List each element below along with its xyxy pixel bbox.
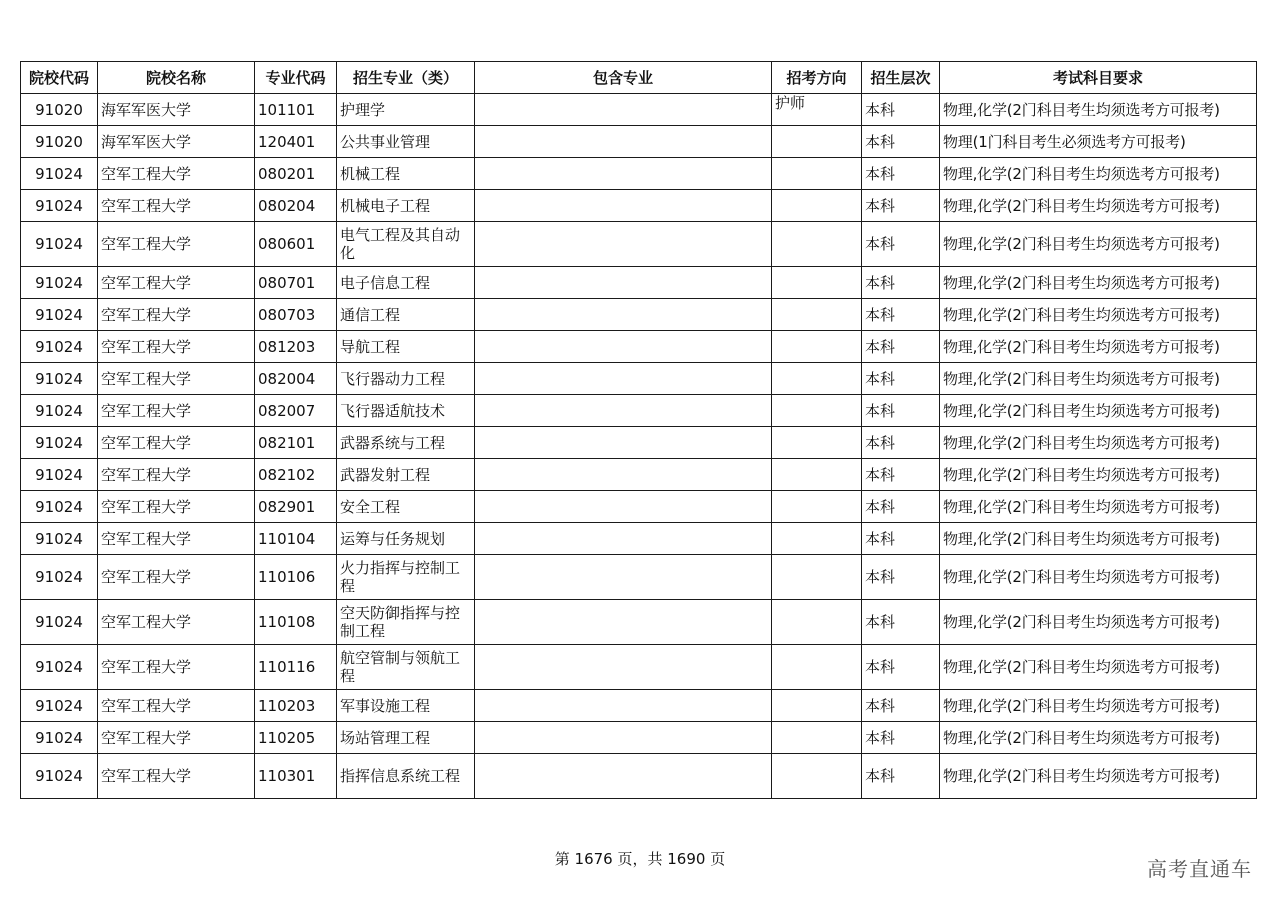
- major-text: 运筹与任务规划: [340, 529, 446, 548]
- cell-major: [337, 331, 475, 363]
- cell-major-code: 110108: [255, 600, 337, 645]
- header-level: 招生层次: [862, 62, 940, 94]
- cell-level: 本科: [862, 126, 940, 158]
- major-text: 空天防御指挥与控制工程: [340, 604, 461, 640]
- table-row: [21, 190, 1257, 222]
- cell-school-code: 91024: [21, 427, 98, 459]
- table-row: [21, 555, 1257, 600]
- cell-school-code: 91020: [21, 94, 98, 126]
- cell-requirement: 物理,化学(2门科目考生均须选考方可报考): [940, 523, 1257, 555]
- table-row: [21, 395, 1257, 427]
- cell-school-name: 空军工程大学: [98, 267, 255, 299]
- cell-school-code: 91024: [21, 754, 98, 799]
- cell-school-name: 空军工程大学: [98, 722, 255, 754]
- cell-school-name: 空军工程大学: [98, 459, 255, 491]
- cell-major-code: 080701: [255, 267, 337, 299]
- cell-included-majors: [475, 754, 772, 799]
- cell-direction: [772, 427, 862, 459]
- cell-major-code: 080703: [255, 299, 337, 331]
- cell-major: [337, 126, 475, 158]
- cell-level: 本科: [862, 427, 940, 459]
- table-row: [21, 331, 1257, 363]
- cell-requirement: 物理,化学(2门科目考生均须选考方可报考): [940, 491, 1257, 523]
- table-row: [21, 222, 1257, 267]
- cell-level: 本科: [862, 645, 940, 690]
- cell-school-name: 空军工程大学: [98, 427, 255, 459]
- cell-school-code: 91024: [21, 331, 98, 363]
- cell-school-name: 空军工程大学: [98, 190, 255, 222]
- major-text: 武器发射工程: [340, 465, 431, 484]
- header-direction: 招考方向: [772, 62, 862, 94]
- cell-requirement: 物理,化学(2门科目考生均须选考方可报考): [940, 555, 1257, 600]
- major-text: 武器系统与工程: [340, 433, 446, 452]
- cell-major-code: 110116: [255, 645, 337, 690]
- cell-major: [337, 158, 475, 190]
- table-row: [21, 459, 1257, 491]
- page-number: 第 1676 页，共 1690 页: [554, 850, 726, 868]
- cell-direction: [772, 555, 862, 600]
- cell-major-code: 120401: [255, 126, 337, 158]
- cell-school-name: 空军工程大学: [98, 523, 255, 555]
- table-header-row: [21, 62, 1257, 94]
- cell-school-name: 空军工程大学: [98, 600, 255, 645]
- cell-level: 本科: [862, 555, 940, 600]
- cell-level: 本科: [862, 190, 940, 222]
- cell-level: 本科: [862, 690, 940, 722]
- cell-major: [337, 600, 475, 645]
- cell-direction: [772, 363, 862, 395]
- cell-direction: [772, 523, 862, 555]
- watermark: 高考直通车: [1147, 857, 1252, 881]
- table-row: [21, 645, 1257, 690]
- table-row: [21, 600, 1257, 645]
- cell-major: [337, 222, 475, 267]
- cell-included-majors: [475, 459, 772, 491]
- header-school-code: 院校代码: [21, 62, 98, 94]
- cell-included-majors: [475, 190, 772, 222]
- cell-school-code: 91024: [21, 555, 98, 600]
- cell-requirement: 物理,化学(2门科目考生均须选考方可报考): [940, 690, 1257, 722]
- table-row: [21, 158, 1257, 190]
- cell-major-code: 081203: [255, 331, 337, 363]
- cell-direction: [772, 722, 862, 754]
- cell-requirement: 物理,化学(2门科目考生均须选考方可报考): [940, 754, 1257, 799]
- cell-major: [337, 690, 475, 722]
- cell-level: 本科: [862, 94, 940, 126]
- cell-level: 本科: [862, 363, 940, 395]
- table-row: [21, 523, 1257, 555]
- cell-school-name: 空军工程大学: [98, 690, 255, 722]
- major-text: 指挥信息系统工程: [340, 767, 461, 785]
- header-major-code: 专业代码: [255, 62, 337, 94]
- cell-school-name: 海军军医大学: [98, 126, 255, 158]
- cell-requirement: 物理,化学(2门科目考生均须选考方可报考): [940, 645, 1257, 690]
- cell-requirement: 物理,化学(2门科目考生均须选考方可报考): [940, 267, 1257, 299]
- header-school-name: 院校名称: [98, 62, 255, 94]
- major-text: 通信工程: [340, 305, 401, 324]
- table-row: [21, 267, 1257, 299]
- cell-major: [337, 722, 475, 754]
- cell-school-name: 空军工程大学: [98, 299, 255, 331]
- major-text: 飞行器动力工程: [340, 369, 446, 388]
- cell-major-code: 082004: [255, 363, 337, 395]
- cell-school-name: 空军工程大学: [98, 158, 255, 190]
- cell-school-code: 91024: [21, 363, 98, 395]
- cell-school-code: 91024: [21, 158, 98, 190]
- cell-direction: [772, 158, 862, 190]
- table-row: [21, 299, 1257, 331]
- cell-major-code: 080601: [255, 222, 337, 267]
- cell-school-name: 空军工程大学: [98, 754, 255, 799]
- cell-requirement: 物理,化学(2门科目考生均须选考方可报考): [940, 222, 1257, 267]
- cell-level: 本科: [862, 459, 940, 491]
- cell-major: [337, 427, 475, 459]
- cell-school-name: 海军军医大学: [98, 94, 255, 126]
- cell-direction: [772, 754, 862, 799]
- major-text: 机械电子工程: [340, 196, 431, 215]
- cell-level: 本科: [862, 722, 940, 754]
- table-row: [21, 754, 1257, 799]
- cell-level: 本科: [862, 331, 940, 363]
- cell-requirement: 物理,化学(2门科目考生均须选考方可报考): [940, 158, 1257, 190]
- cell-major-code: 110106: [255, 555, 337, 600]
- cell-included-majors: [475, 523, 772, 555]
- cell-included-majors: [475, 690, 772, 722]
- cell-school-code: 91024: [21, 222, 98, 267]
- cell-major-code: 082901: [255, 491, 337, 523]
- cell-requirement: 物理(1门科目考生必须选考方可报考): [940, 126, 1257, 158]
- cell-level: 本科: [862, 600, 940, 645]
- cell-included-majors: [475, 395, 772, 427]
- cell-requirement: 物理,化学(2门科目考生均须选考方可报考): [940, 363, 1257, 395]
- cell-school-code: 91024: [21, 645, 98, 690]
- cell-level: 本科: [862, 158, 940, 190]
- cell-direction: [772, 222, 862, 267]
- cell-major: [337, 459, 475, 491]
- cell-major: [337, 267, 475, 299]
- cell-requirement: 物理,化学(2门科目考生均须选考方可报考): [940, 299, 1257, 331]
- cell-major-code: 080201: [255, 158, 337, 190]
- cell-direction: [772, 331, 862, 363]
- cell-major-code: 110104: [255, 523, 337, 555]
- major-text: 安全工程: [340, 497, 401, 516]
- cell-included-majors: [475, 222, 772, 267]
- cell-school-name: 空军工程大学: [98, 222, 255, 267]
- major-text: 场站管理工程: [340, 728, 431, 747]
- cell-major-code: 082007: [255, 395, 337, 427]
- cell-level: 本科: [862, 299, 940, 331]
- cell-school-name: 空军工程大学: [98, 491, 255, 523]
- cell-included-majors: [475, 94, 772, 126]
- cell-direction: [772, 126, 862, 158]
- cell-school-name: 空军工程大学: [98, 645, 255, 690]
- cell-school-code: 91024: [21, 491, 98, 523]
- cell-direction: [772, 267, 862, 299]
- cell-major-code: 080204: [255, 190, 337, 222]
- cell-direction: [772, 395, 862, 427]
- cell-level: 本科: [862, 395, 940, 427]
- cell-level: 本科: [862, 267, 940, 299]
- cell-direction: [772, 299, 862, 331]
- cell-included-majors: [475, 267, 772, 299]
- header-included-majors: 包含专业: [475, 62, 772, 94]
- cell-level: 本科: [862, 222, 940, 267]
- major-text: 机械工程: [340, 164, 401, 183]
- admissions-table: [20, 61, 1257, 799]
- cell-requirement: 物理,化学(2门科目考生均须选考方可报考): [940, 722, 1257, 754]
- cell-included-majors: [475, 158, 772, 190]
- cell-level: 本科: [862, 754, 940, 799]
- major-text: 导航工程: [340, 337, 401, 356]
- cell-major: [337, 645, 475, 690]
- table-row: [21, 722, 1257, 754]
- cell-school-code: 91024: [21, 722, 98, 754]
- table-body: [21, 94, 1257, 799]
- cell-school-code: 91024: [21, 459, 98, 491]
- table-row: [21, 126, 1257, 158]
- header-requirement: 考试科目要求: [940, 62, 1257, 94]
- major-text: 军事设施工程: [340, 696, 431, 715]
- cell-school-name: 空军工程大学: [98, 395, 255, 427]
- cell-included-majors: [475, 299, 772, 331]
- cell-level: 本科: [862, 491, 940, 523]
- cell-requirement: 物理,化学(2门科目考生均须选考方可报考): [940, 94, 1257, 126]
- cell-school-code: 91024: [21, 190, 98, 222]
- cell-direction: [772, 459, 862, 491]
- cell-direction: [772, 600, 862, 645]
- cell-school-code: 91024: [21, 523, 98, 555]
- cell-requirement: 物理,化学(2门科目考生均须选考方可报考): [940, 190, 1257, 222]
- cell-major: [337, 491, 475, 523]
- cell-school-code: 91024: [21, 600, 98, 645]
- cell-major-code: 082102: [255, 459, 337, 491]
- major-text: 飞行器适航技术: [340, 401, 446, 420]
- cell-included-majors: [475, 427, 772, 459]
- cell-major-code: 110205: [255, 722, 337, 754]
- cell-major-code: 082101: [255, 427, 337, 459]
- major-text: 护理学: [340, 100, 386, 119]
- cell-included-majors: [475, 722, 772, 754]
- cell-direction: [772, 491, 862, 523]
- cell-major-code: 110203: [255, 690, 337, 722]
- table-row: [21, 427, 1257, 459]
- cell-major: [337, 299, 475, 331]
- table-row: [21, 94, 1257, 126]
- cell-major: [337, 395, 475, 427]
- cell-school-code: 91020: [21, 126, 98, 158]
- cell-school-code: 91024: [21, 299, 98, 331]
- cell-requirement: 物理,化学(2门科目考生均须选考方可报考): [940, 395, 1257, 427]
- cell-direction: [772, 645, 862, 690]
- cell-school-code: 91024: [21, 267, 98, 299]
- cell-direction: 护师: [772, 94, 862, 126]
- cell-included-majors: [475, 491, 772, 523]
- cell-school-name: 空军工程大学: [98, 555, 255, 600]
- cell-major: [337, 555, 475, 600]
- cell-school-code: 91024: [21, 395, 98, 427]
- cell-school-name: 空军工程大学: [98, 331, 255, 363]
- major-text: 电气工程及其自动化: [340, 226, 461, 262]
- cell-major: [337, 754, 475, 799]
- cell-school-code: 91024: [21, 690, 98, 722]
- cell-major-code: 110301: [255, 754, 337, 799]
- table-row: [21, 690, 1257, 722]
- cell-included-majors: [475, 126, 772, 158]
- major-text: 航空管制与领航工程: [340, 649, 461, 685]
- major-text: 火力指挥与控制工程: [340, 559, 461, 595]
- cell-direction: [772, 690, 862, 722]
- table-row: [21, 491, 1257, 523]
- cell-major: [337, 363, 475, 395]
- cell-major-code: 101101: [255, 94, 337, 126]
- cell-requirement: 物理,化学(2门科目考生均须选考方可报考): [940, 459, 1257, 491]
- cell-school-name: 空军工程大学: [98, 363, 255, 395]
- table-row: [21, 363, 1257, 395]
- major-text: 电子信息工程: [340, 273, 431, 292]
- cell-requirement: 物理,化学(2门科目考生均须选考方可报考): [940, 331, 1257, 363]
- cell-included-majors: [475, 331, 772, 363]
- major-text: 公共事业管理: [340, 132, 431, 151]
- cell-included-majors: [475, 600, 772, 645]
- cell-major: [337, 94, 475, 126]
- cell-included-majors: [475, 363, 772, 395]
- cell-requirement: 物理,化学(2门科目考生均须选考方可报考): [940, 600, 1257, 645]
- cell-included-majors: [475, 555, 772, 600]
- cell-included-majors: [475, 645, 772, 690]
- cell-major: [337, 523, 475, 555]
- cell-requirement: 物理,化学(2门科目考生均须选考方可报考): [940, 427, 1257, 459]
- cell-level: 本科: [862, 523, 940, 555]
- header-major: 招生专业（类）: [337, 62, 475, 94]
- cell-major: [337, 190, 475, 222]
- cell-direction: [772, 190, 862, 222]
